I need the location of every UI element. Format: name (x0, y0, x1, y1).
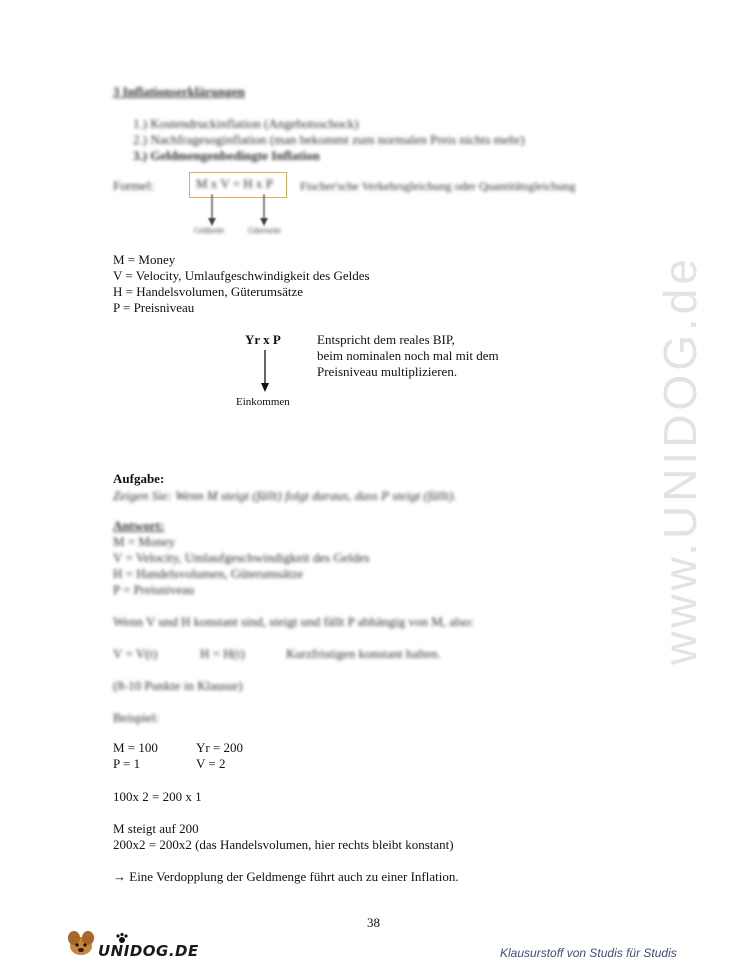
page-number: 38 (367, 915, 380, 930)
yr-expression: Yr x P (245, 332, 281, 347)
answer-points: (8-10 Punkte in Klausur) (113, 678, 243, 693)
example-v: V = 2 (196, 756, 226, 771)
watermark: www.UNIDOG.de (654, 255, 706, 665)
answer-h-line: H = H(t) (200, 646, 245, 661)
footer-tagline: Klausurstoff von Studis für Studis (500, 946, 677, 960)
section-title: 3 Inflationserklärungen (113, 84, 245, 99)
answer-line: P = Preisniveau (113, 582, 195, 597)
footer-logo: UNIDOG.DE (98, 942, 199, 960)
arrow-label-right: Güterseite (248, 226, 281, 235)
answer-line: M = Money (113, 534, 176, 549)
formula-arrows (190, 194, 290, 230)
example-m: M = 100 (113, 740, 158, 755)
task-text: Zeigen Sie: Wenn M steigt (fällt) folgt daraus, dass P steigt (fällt). (113, 488, 457, 503)
yr-arrow-label: Einkommen (236, 396, 290, 408)
yr-explanation-line: Preisniveau multiplizieren. (317, 364, 458, 379)
example-equation: 100x 2 = 200 x 1 (113, 789, 202, 804)
definition-line: M = Money (113, 252, 176, 267)
example-result: 200x2 = 200x2 (das Handelsvolumen, hier rechts bleibt konstant) (113, 837, 454, 852)
arrow-label-left: Geldseite (194, 226, 225, 235)
yr-explanation-line: Entspricht dem reales BIP, (317, 332, 455, 347)
answer-line: V = Velocity, Umlaufgeschwindigkeit des Geldes (113, 550, 370, 565)
definition-line: P = Preisniveau (113, 300, 195, 315)
answer-v-line: V = V(t) (113, 646, 158, 661)
yr-explanation-line: beim nominalen noch mal mit dem (317, 348, 499, 363)
answer-heading: Antwort: (113, 518, 165, 533)
cause-item: 1.) Kostendruckinflation (Angebotsschock) (133, 116, 359, 131)
task-heading: Aufgabe: (113, 471, 165, 486)
example-p: P = 1 (113, 756, 141, 771)
answer-constant-note: Kurzfristigen konstant halten. (286, 646, 441, 661)
cause-item: 3.) Geldmengenbedingte Inflation (133, 148, 320, 163)
answer-constant-text: Wenn V und H konstant sind, steigt und fällt P abhängig von M, also: (113, 614, 474, 629)
dog-mascot-icon (64, 926, 98, 958)
formula-label: Formel: (113, 178, 155, 193)
definition-line: H = Handelsvolumen, Güterumsätze (113, 284, 304, 299)
formula-equation: M x V = H x P (196, 176, 273, 191)
example-yr: Yr = 200 (196, 740, 244, 755)
answer-line: H = Handelsvolumen, Güterumsätze (113, 566, 304, 581)
cause-item: 2.) Nachfragesoginflation (man bekommt zum normalen Preis nichts mehr) (133, 132, 525, 147)
example-rise: M steigt auf 200 (113, 821, 199, 836)
answer-example-label: Beispiel: (113, 710, 160, 725)
down-arrow-icon (258, 350, 272, 394)
formula-description: Fischer'sche Verkehrsgleichung oder Quantitätsgleichung (300, 179, 576, 193)
definition-line: V = Velocity, Umlaufgeschwindigkeit des Geldes (113, 268, 370, 283)
example-conclusion: → Eine Verdopplung der Geldmenge führt auch zu einer Inflation. (113, 869, 459, 884)
